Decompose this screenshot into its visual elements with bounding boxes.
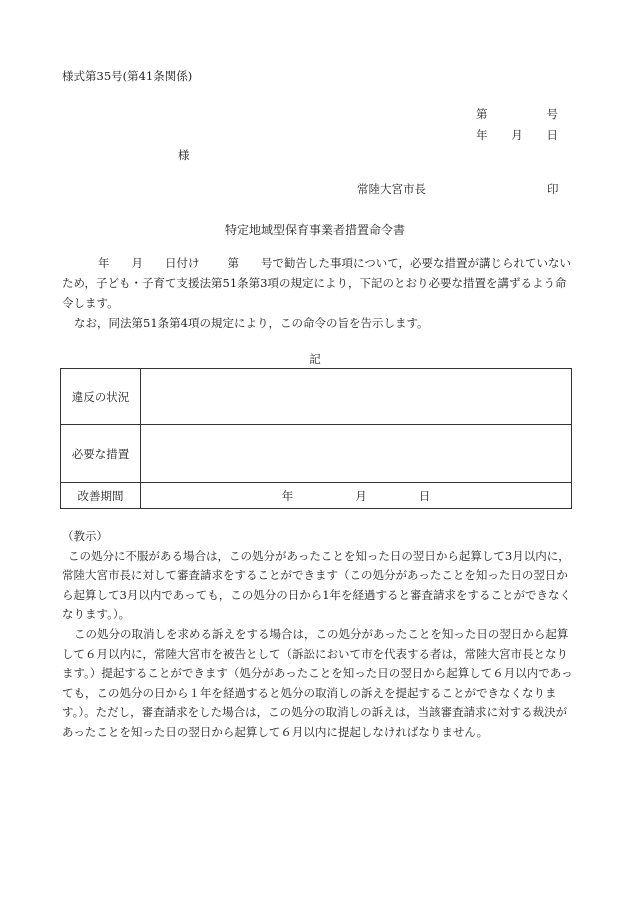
- number-prefix: 第: [476, 107, 488, 121]
- table-row: [61, 483, 572, 509]
- body-paragraph-1-text: 号で勧告した事項について，必要な措置が講じられていないため，子ども・子育て支援法第51条第3項の規定により，下記のとおり必要な措置を講ずるよう命令します。: [62, 256, 572, 310]
- violation-label: 違反の状況: [61, 369, 141, 425]
- date-month: 月: [511, 128, 523, 142]
- date-year: 年: [476, 128, 488, 142]
- period-year: 年: [281, 488, 294, 503]
- period-date: [141, 488, 571, 504]
- notice-paragraph-1: この処分に不服がある場合は，この処分があったことを知った日の翌日から起算して3月以内に，常陸大宮市長に対して審査請求をすることができます（この処分があったことを知った日の翌日から起算して3月以内であっても，この処分の日から1年を経過すると審査請求をすることができなくなります。）。: [62, 548, 572, 622]
- body-number-prefix: 第: [227, 256, 239, 270]
- body-date-year: 年: [98, 256, 110, 270]
- table-row: [61, 369, 572, 425]
- period-value: [141, 483, 572, 509]
- document-date: [476, 127, 558, 143]
- order-paragraph-1: [62, 253, 574, 313]
- ki-label: 記: [309, 352, 321, 366]
- document-title: 特定地域型保育事業者措置命令書: [224, 223, 405, 237]
- violation-value: [141, 369, 572, 425]
- order-table: [60, 368, 572, 509]
- notice-paragraph-2: この処分の取消しを求める訴えをする場合は，この処分があったことを知った日の翌日から起算して６月以内に，常陸大宮市を被告として（訴訟において市を代表する者は，常陸大宮市長となります。）提起することができます（処分があったことを知った日の翌日から起算して６月以内であっても，この処分の日から１年を経過すると処分の取消しの訴えを提起することができなくなります。）。ただし，審査請求をした場合は，この処分の取消しの訴えは，当該審査請求に対する裁決があったことを知った日の翌日から起算して６月以内に提起しなければなりません。: [62, 626, 573, 739]
- measure-label: 必要な措置: [61, 425, 141, 483]
- order-paragraph-2: なお，同法第51条第4項の規定により，この命令の旨を告示します。: [74, 316, 429, 330]
- body-date-month: 月: [131, 256, 143, 270]
- issuer-name: 常陸大宮市長: [357, 182, 426, 196]
- addressee-suffix: 様: [178, 148, 190, 162]
- period-month: 月: [355, 488, 367, 503]
- measure-value: [141, 425, 572, 483]
- date-day: 日: [546, 128, 558, 142]
- order-body: [62, 253, 574, 333]
- table-row: [61, 425, 572, 483]
- period-day: 日: [418, 488, 431, 503]
- number-suffix: 号: [546, 107, 558, 121]
- appeal-notice: [62, 527, 574, 743]
- document-number: [476, 106, 558, 122]
- body-date-day: 日付け: [165, 256, 200, 270]
- period-label: 改善期間: [61, 483, 141, 509]
- notice-heading: （教示）: [62, 529, 108, 543]
- form-label: 様式第35号(第41条関係): [62, 69, 193, 83]
- seal-mark: 印: [547, 182, 559, 196]
